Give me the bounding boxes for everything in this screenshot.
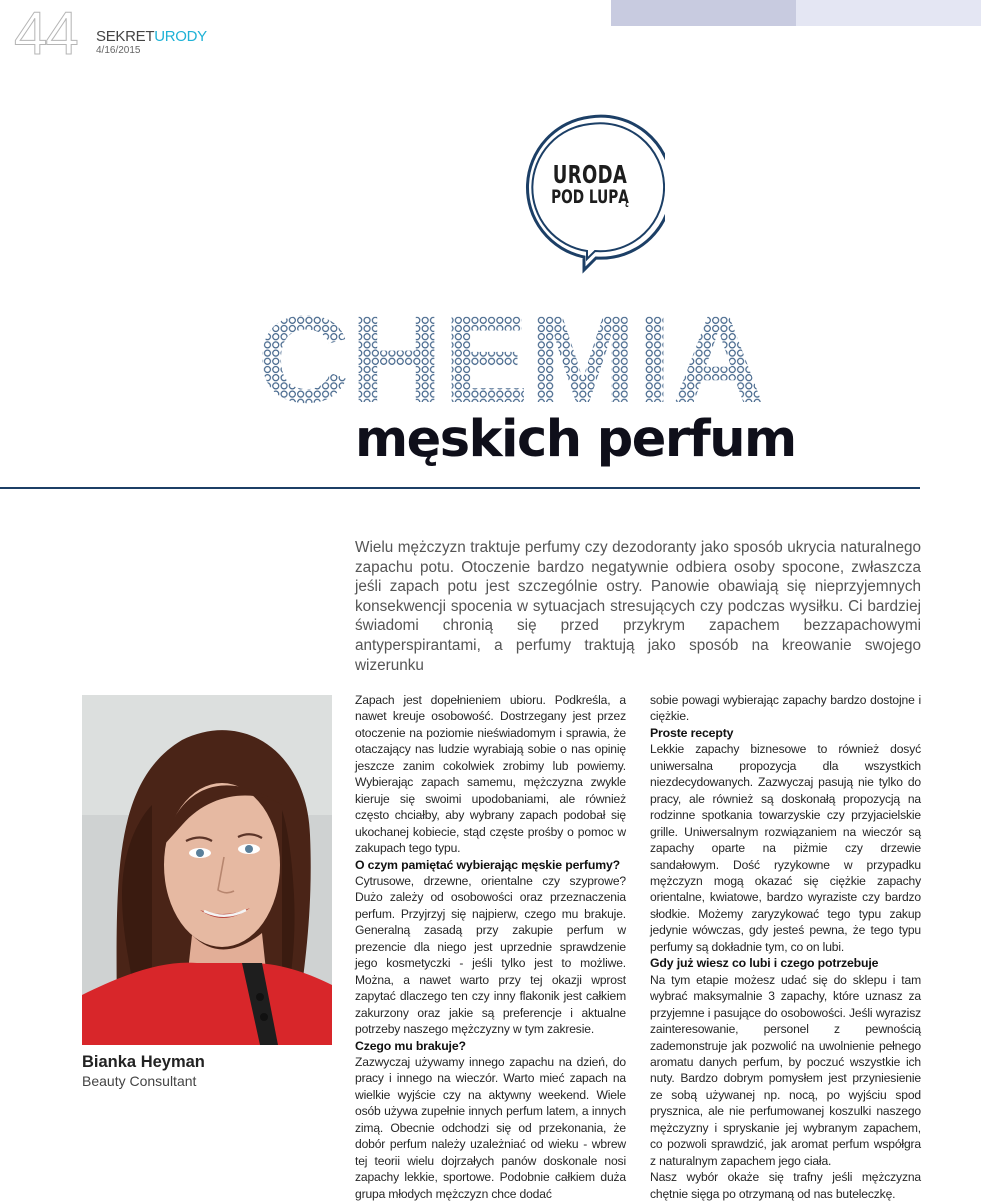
- article-paragraph: sobie powagi wybierając zapachy bardzo dostojne i ciężkie.: [650, 693, 921, 724]
- article-paragraph: Nasz wybór okaże się trafny jeśli mężczyzna chętnie sięga po otrzymaną od nas buteleczkę.: [650, 1170, 921, 1201]
- author-name: Bianka Heyman: [82, 1053, 205, 1071]
- article-subheading: Gdy już wiesz co lubi i czego potrzebuje: [650, 956, 879, 971]
- divider-rule: [0, 487, 920, 489]
- badge-line2: POD LUPĄ: [551, 186, 629, 208]
- article-column-2: [650, 692, 921, 1202]
- magazine-name-part2: URODY: [154, 28, 207, 45]
- article-paragraph: Na tym etapie możesz udać się do sklepu i tam wybrać maksymalnie 3 zapachy, które uznasz za przyjemne i pasujące do osobowości. Jeśli wyrazisz zainteresowanie, personel z pewnością zademonstruje jak pozwolić na uwolnienie pełnego aromatu danych perfum, by poczuć wszystkie ich nuty. Bardzo dobrym pomysłem jest przyniesienie ze sobą używanej np. nocą, po wyjściu spod prysznica, ale nie perfumowanej koszulki naszego mężczyzny i spryskanie jej wybranym zapachem, co pozwoli sprawdzić, jak aromat perfum współgra z naturalnym zapachem jego ciała.: [650, 972, 921, 1168]
- article-subheading: O czym pamiętać wybierając męskie perfumy?: [355, 857, 621, 872]
- article-paragraph: Zazwyczaj używamy innego zapachu na dzień, do pracy i innego na wieczór. Warto mieć zapach na wielkie wyjście czy na aktywny weekend. Wiele osób używa zupełnie innych perfum latem, a innych zimą. Obecnie odchodzi się od przekonania, że dobór perfum należy uzależniać od wieku - wbrew tej teorii wielu dojrzałych panów doskonale nosi zapachy lekkie, sportowe. Podobnie całkiem duża grupa młodych mężczyzn chce dodać: [355, 1054, 626, 1201]
- headline-subtitle: męskich perfum: [355, 410, 796, 469]
- headline-title-text: CHEMIA: [257, 308, 765, 408]
- issue-date: 4/16/2015: [96, 45, 141, 56]
- article-subheading: Proste recepty: [650, 725, 734, 740]
- article-subheading: Czego mu brakuje?: [355, 1038, 466, 1053]
- page-number: 44: [14, 0, 77, 67]
- author-photo: [82, 695, 332, 1045]
- badge-line1: URODA: [552, 160, 628, 189]
- magazine-name: [96, 28, 207, 45]
- article-paragraph: Zapach jest dopełnieniem ubioru. Podkreśla, a nawet kreuje osobowość. Dostrzegany jest przez otoczenie na poziomie nieświadomym i sprawia, że otaczający nas ludzie wyrabiają sobie o nas opinię jeszcze zanim cokolwiek zrobimy lub powiemy. Wybierając zapach samemu, mężczyzna zwykle kieruje się swoimi upodobaniami, ale również często chciałby, aby wybrany zapach podobał się ukochanej kobiecie, stąd częste prośby o pomoc w zakupach tego typu.: [355, 693, 626, 856]
- top-decor-bar-left: [611, 0, 796, 26]
- section-badge: [515, 114, 665, 274]
- badge-label: [536, 162, 644, 208]
- lead-paragraph: Wielu mężczyzn traktuje perfumy czy dezodoranty jako sposób ukrycia naturalnego zapachu potu. Otoczenie bardzo negatywnie odbiera osoby spocone, zwłaszcza jeśli zapach potu jest szczególnie ostry. Panowie obawiają się nieprzyjemnych konsekwencji spocenia w sytuacjach stresujących czy podczas wysiłku. Ci bardziej świadomi chronią się przed przykrym zapachem bezzapachowymi antyperspirantami, a perfumy traktują jako sposób na kreowanie swojego wizerunku: [355, 539, 921, 674]
- article-paragraph: Cytrusowe, drzewne, orientalne czy szyprowe? Dużo zależy od osobowości oraz przeznaczenia perfum. Przyjrzyj się najpierw, czego mu brakuje. Generalną zasadą przy zakupie perfum w prezencie dla niego jest uprzednie sprawdzenie jego kosmetyczki - jeśli tylko jest to możliwe. Można, a nawet warto przy tej okazji wprost zapytać dlaczego ten czy inny flakonik jest całkiem zakurzony oraz jakie są preferencje i aktualne potrzeby naszego mężczyzny w tym zakresie.: [355, 873, 626, 1037]
- top-decor-bar-right: [796, 0, 981, 26]
- headline-title: [255, 308, 775, 408]
- article-paragraph: Lekkie zapachy biznesowe to również dosyć uniwersalna propozycja dla wszystkich niezdecydowanych. Zazwyczaj pasują nie tylko do pracy, ale również są doskonałą propozycją na rodzinne spotkania towarzyskie czy przyjacielskie grille. Uniwersalnym rozwiązaniem na wieczór są zapachy oparte na piżmie czy drzewie sandałowym. Dość ryzykowne w przypadku mężczyzn mogą okazać się ciężkie zapachy orientalne, kwiatowe, bardzo wyraziste czy bardzo słodkie. Możemy zaryzykować tego typu zakup jedynie wówczas, gdy jesteś pewna, że tego typu perfumy są dokładnie tym, co on lubi.: [650, 742, 921, 954]
- magazine-name-part1: SEKRET: [96, 28, 155, 45]
- author-role: Beauty Consultant: [82, 1073, 197, 1089]
- article-column-1: [355, 692, 626, 1202]
